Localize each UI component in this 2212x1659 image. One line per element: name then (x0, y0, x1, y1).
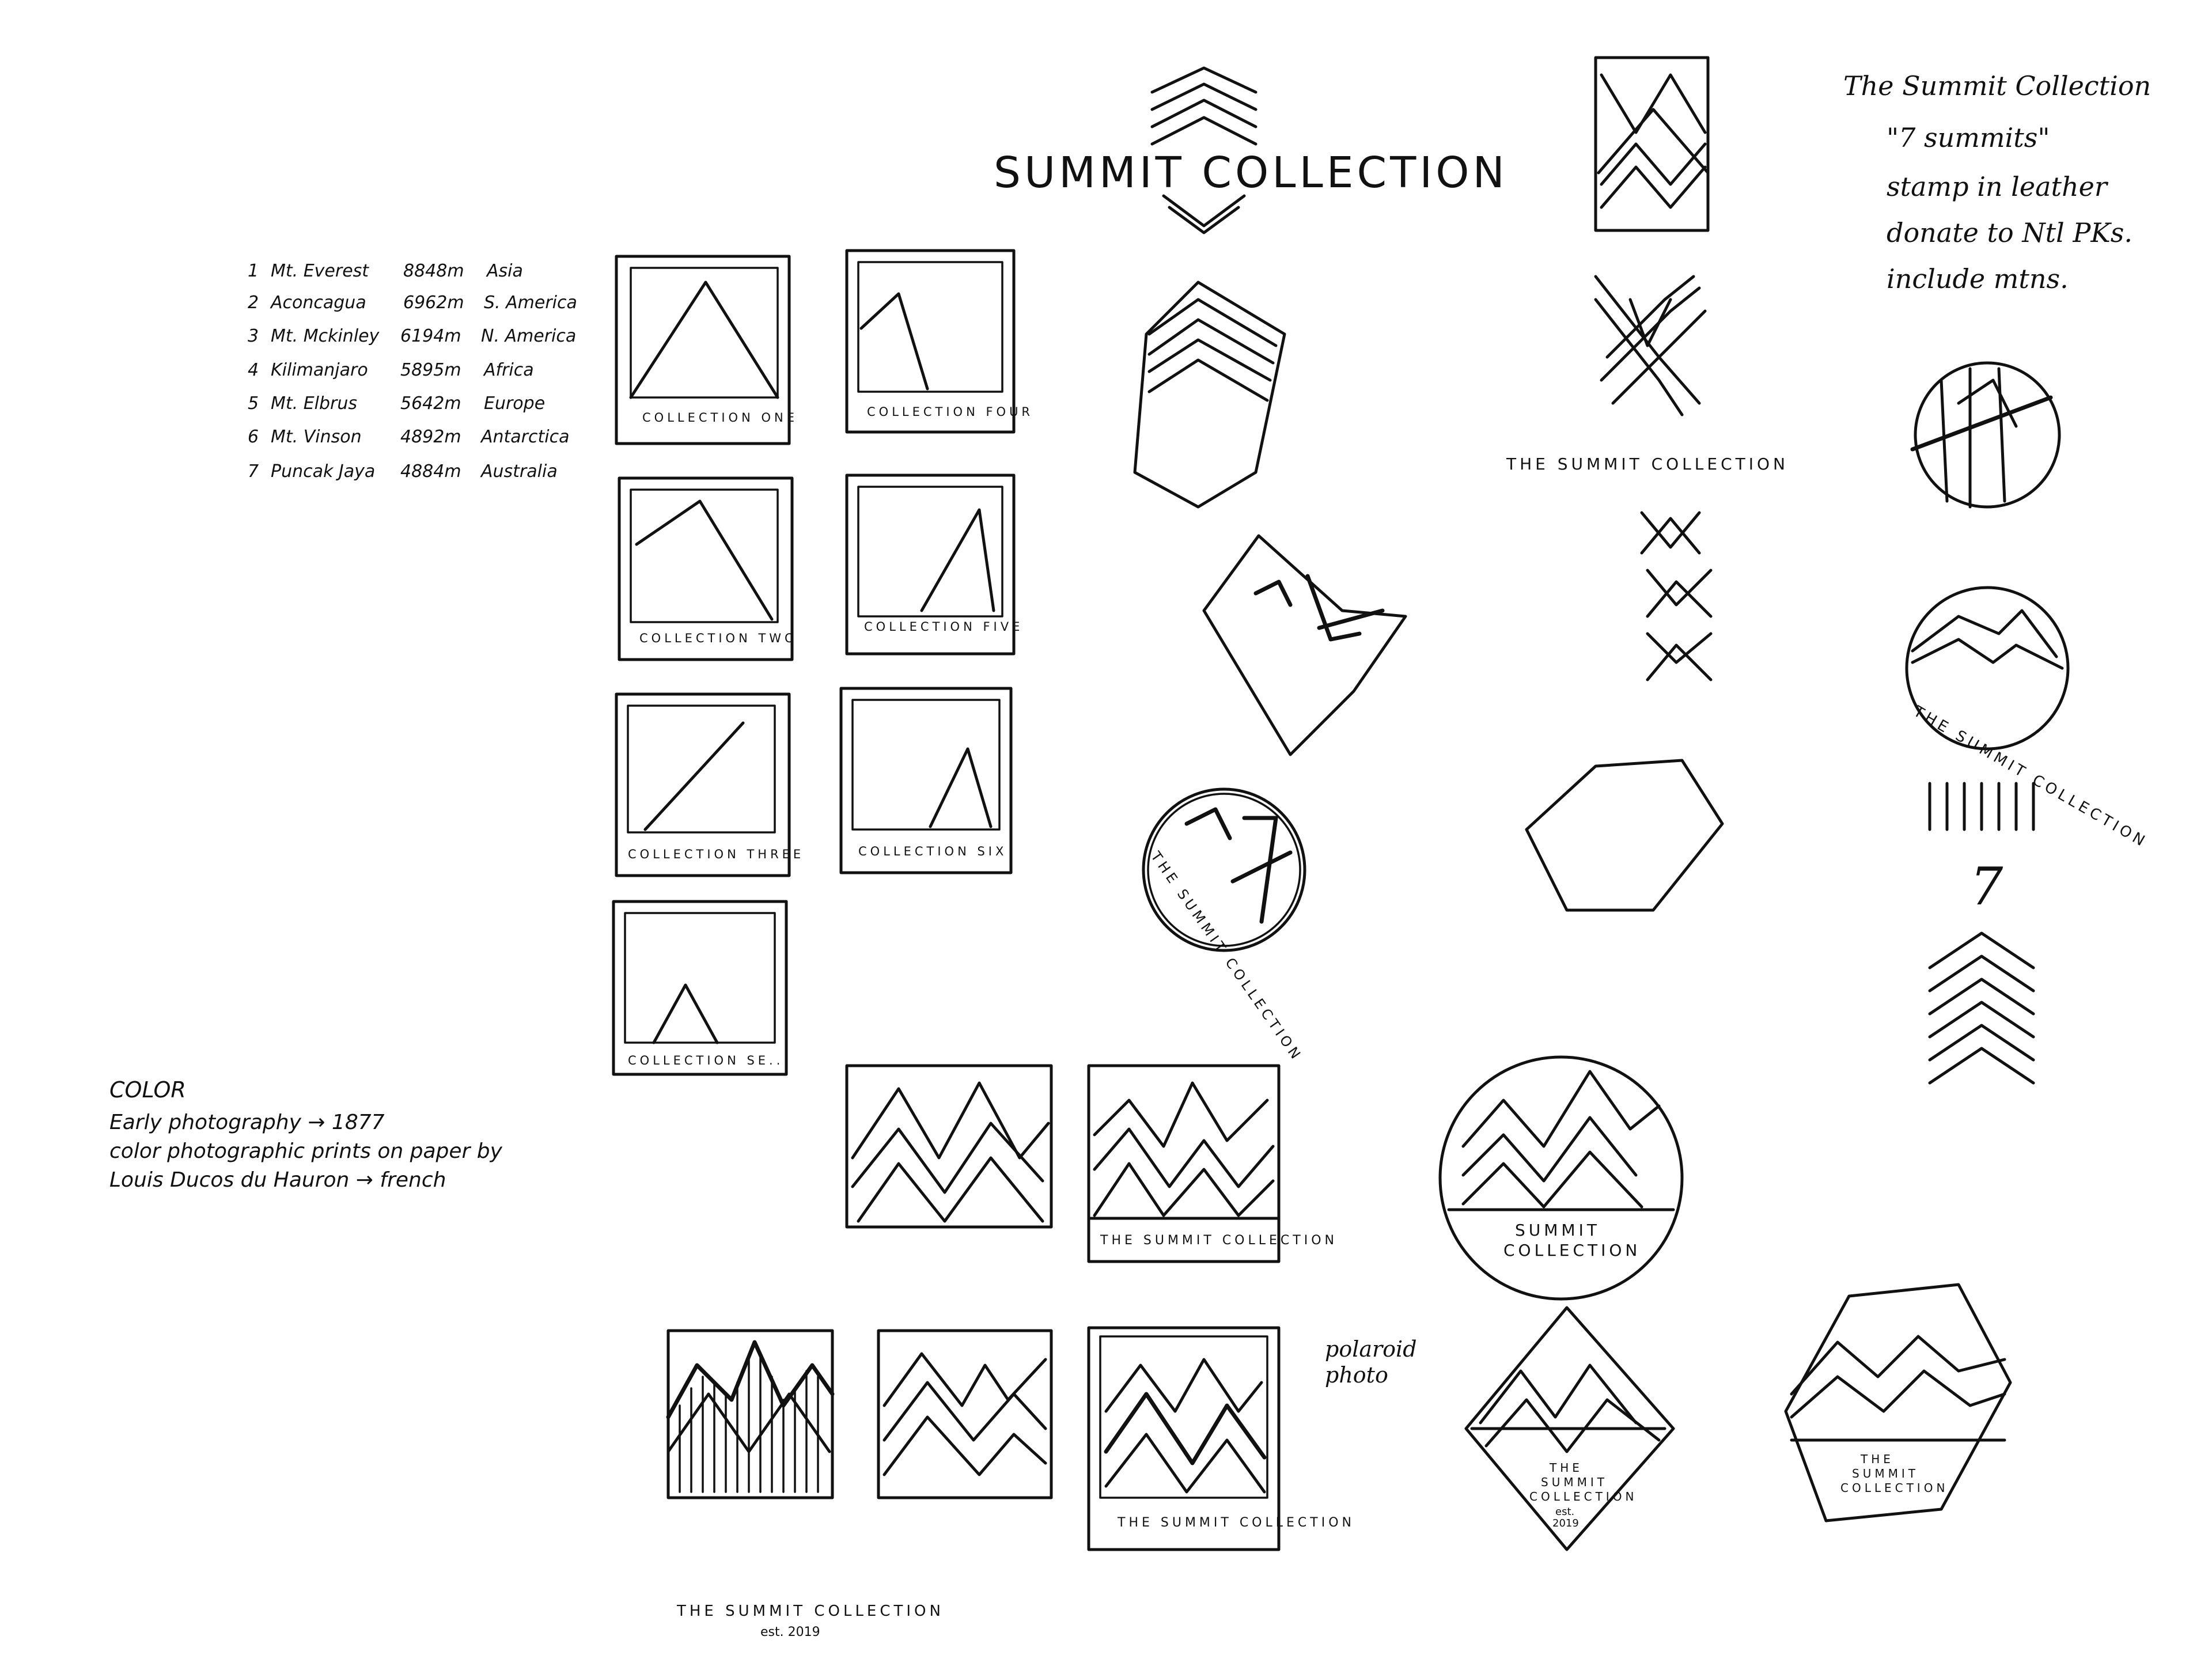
big-circle-line2: COLLECTION (1503, 1241, 1641, 1260)
note-line-1: The Summit Collection (1843, 70, 2152, 101)
svg-text:4: 4 (248, 360, 259, 380)
svg-text:5642m: 5642m (400, 393, 461, 414)
polaroid-label: THE SUMMIT COLLECTION (1118, 1516, 1355, 1530)
hex-text-3: COLLECTION (1840, 1481, 1949, 1495)
big-circle-line1: SUMMIT (1515, 1221, 1600, 1240)
seven-numeral: 7 (1970, 857, 2003, 917)
diamond-text-5: 2019 (1552, 1517, 1579, 1529)
svg-text:Antarctica: Antarctica (481, 427, 570, 447)
svg-text:5895m: 5895m (400, 360, 461, 380)
collection-five-label: COLLECTION FIVE (864, 620, 1024, 634)
bottom-est: est. 2019 (760, 1625, 820, 1639)
diamond-text-3: COLLECTION (1529, 1490, 1638, 1503)
svg-text:S. America: S. America (484, 293, 577, 313)
svg-text:Puncak Jaya: Puncak Jaya (271, 461, 376, 482)
color-heading: COLOR (109, 1077, 186, 1103)
color-note-2: color photographic prints on paper by (109, 1139, 502, 1163)
summit-row (248, 326, 576, 346)
color-note-3: Louis Ducos du Hauron → french (109, 1168, 446, 1192)
mountain-badge-ring-text: THE SUMMIT COLLECTION (1910, 703, 2151, 852)
polaroid-note-2: photo (1325, 1362, 1388, 1388)
svg-text:6: 6 (248, 427, 259, 447)
hex-text-1: THE (1861, 1452, 1894, 1466)
svg-text:6194m: 6194m (400, 326, 461, 346)
collection-six-label: COLLECTION SIX (858, 844, 1007, 858)
svg-text:4884m: 4884m (400, 461, 461, 482)
svg-text:3: 3 (248, 326, 259, 346)
summit-collection-wordmark: SUMMIT COLLECTION (994, 148, 1508, 198)
note-line-2: "7 summits" (1887, 122, 2050, 153)
svg-text:1: 1 (248, 261, 259, 281)
svg-text:5: 5 (248, 393, 259, 414)
summit-row (248, 293, 577, 313)
svg-text:N. America: N. America (481, 326, 577, 346)
hex-text-2: SUMMIT (1852, 1467, 1919, 1480)
polaroid-note-1: polaroid (1325, 1336, 1417, 1362)
collection-four-label: COLLECTION FOUR (867, 405, 1034, 419)
collection-one-label: COLLECTION ONE (642, 411, 798, 425)
seven-badge-ring-text: THE SUMMIT COLLECTION (1147, 849, 1306, 1065)
diamond-text-2: SUMMIT (1541, 1475, 1608, 1489)
collection-three-label: COLLECTION THREE (628, 847, 805, 861)
color-note-1: Early photography → 1877 (109, 1111, 385, 1134)
collection-seven-label: COLLECTION SE... (628, 1054, 791, 1067)
svg-text:Mt. Vinson: Mt. Vinson (271, 427, 362, 447)
svg-text:Asia: Asia (487, 261, 523, 281)
svg-text:Australia: Australia (481, 461, 558, 482)
svg-text:Europe: Europe (484, 393, 546, 414)
note-line-5: include mtns. (1887, 263, 2069, 294)
note-line-3: stamp in leather (1887, 171, 2107, 202)
diamond-text-4: est. (1555, 1506, 1575, 1518)
svg-text:2: 2 (248, 293, 259, 313)
svg-text:8848m: 8848m (403, 261, 464, 281)
svg-text:6962m: 6962m (403, 293, 464, 313)
svg-text:Kilimanjaro: Kilimanjaro (271, 360, 368, 380)
note-line-4: donate to Ntl PKs. (1887, 217, 2133, 248)
diamond-text-1: THE (1550, 1461, 1583, 1475)
svg-text:Mt. Elbrus: Mt. Elbrus (271, 393, 358, 414)
bottom-wordmark: THE SUMMIT COLLECTION (677, 1603, 944, 1620)
summit-row (248, 461, 558, 482)
svg-text:7: 7 (248, 461, 259, 482)
summit-row (248, 427, 570, 447)
frame-b-label: THE SUMMIT COLLECTION (1100, 1233, 1338, 1248)
right-wordmark: THE SUMMIT COLLECTION (1506, 454, 1789, 474)
svg-text:Mt. Everest: Mt. Everest (271, 261, 369, 281)
svg-text:4892m: 4892m (400, 427, 461, 447)
collection-two-label: COLLECTION TWO (639, 631, 798, 645)
svg-text:Mt. Mckinley: Mt. Mckinley (271, 326, 380, 346)
svg-text:Africa: Africa (484, 360, 534, 380)
svg-text:Aconcagua: Aconcagua (271, 293, 366, 313)
